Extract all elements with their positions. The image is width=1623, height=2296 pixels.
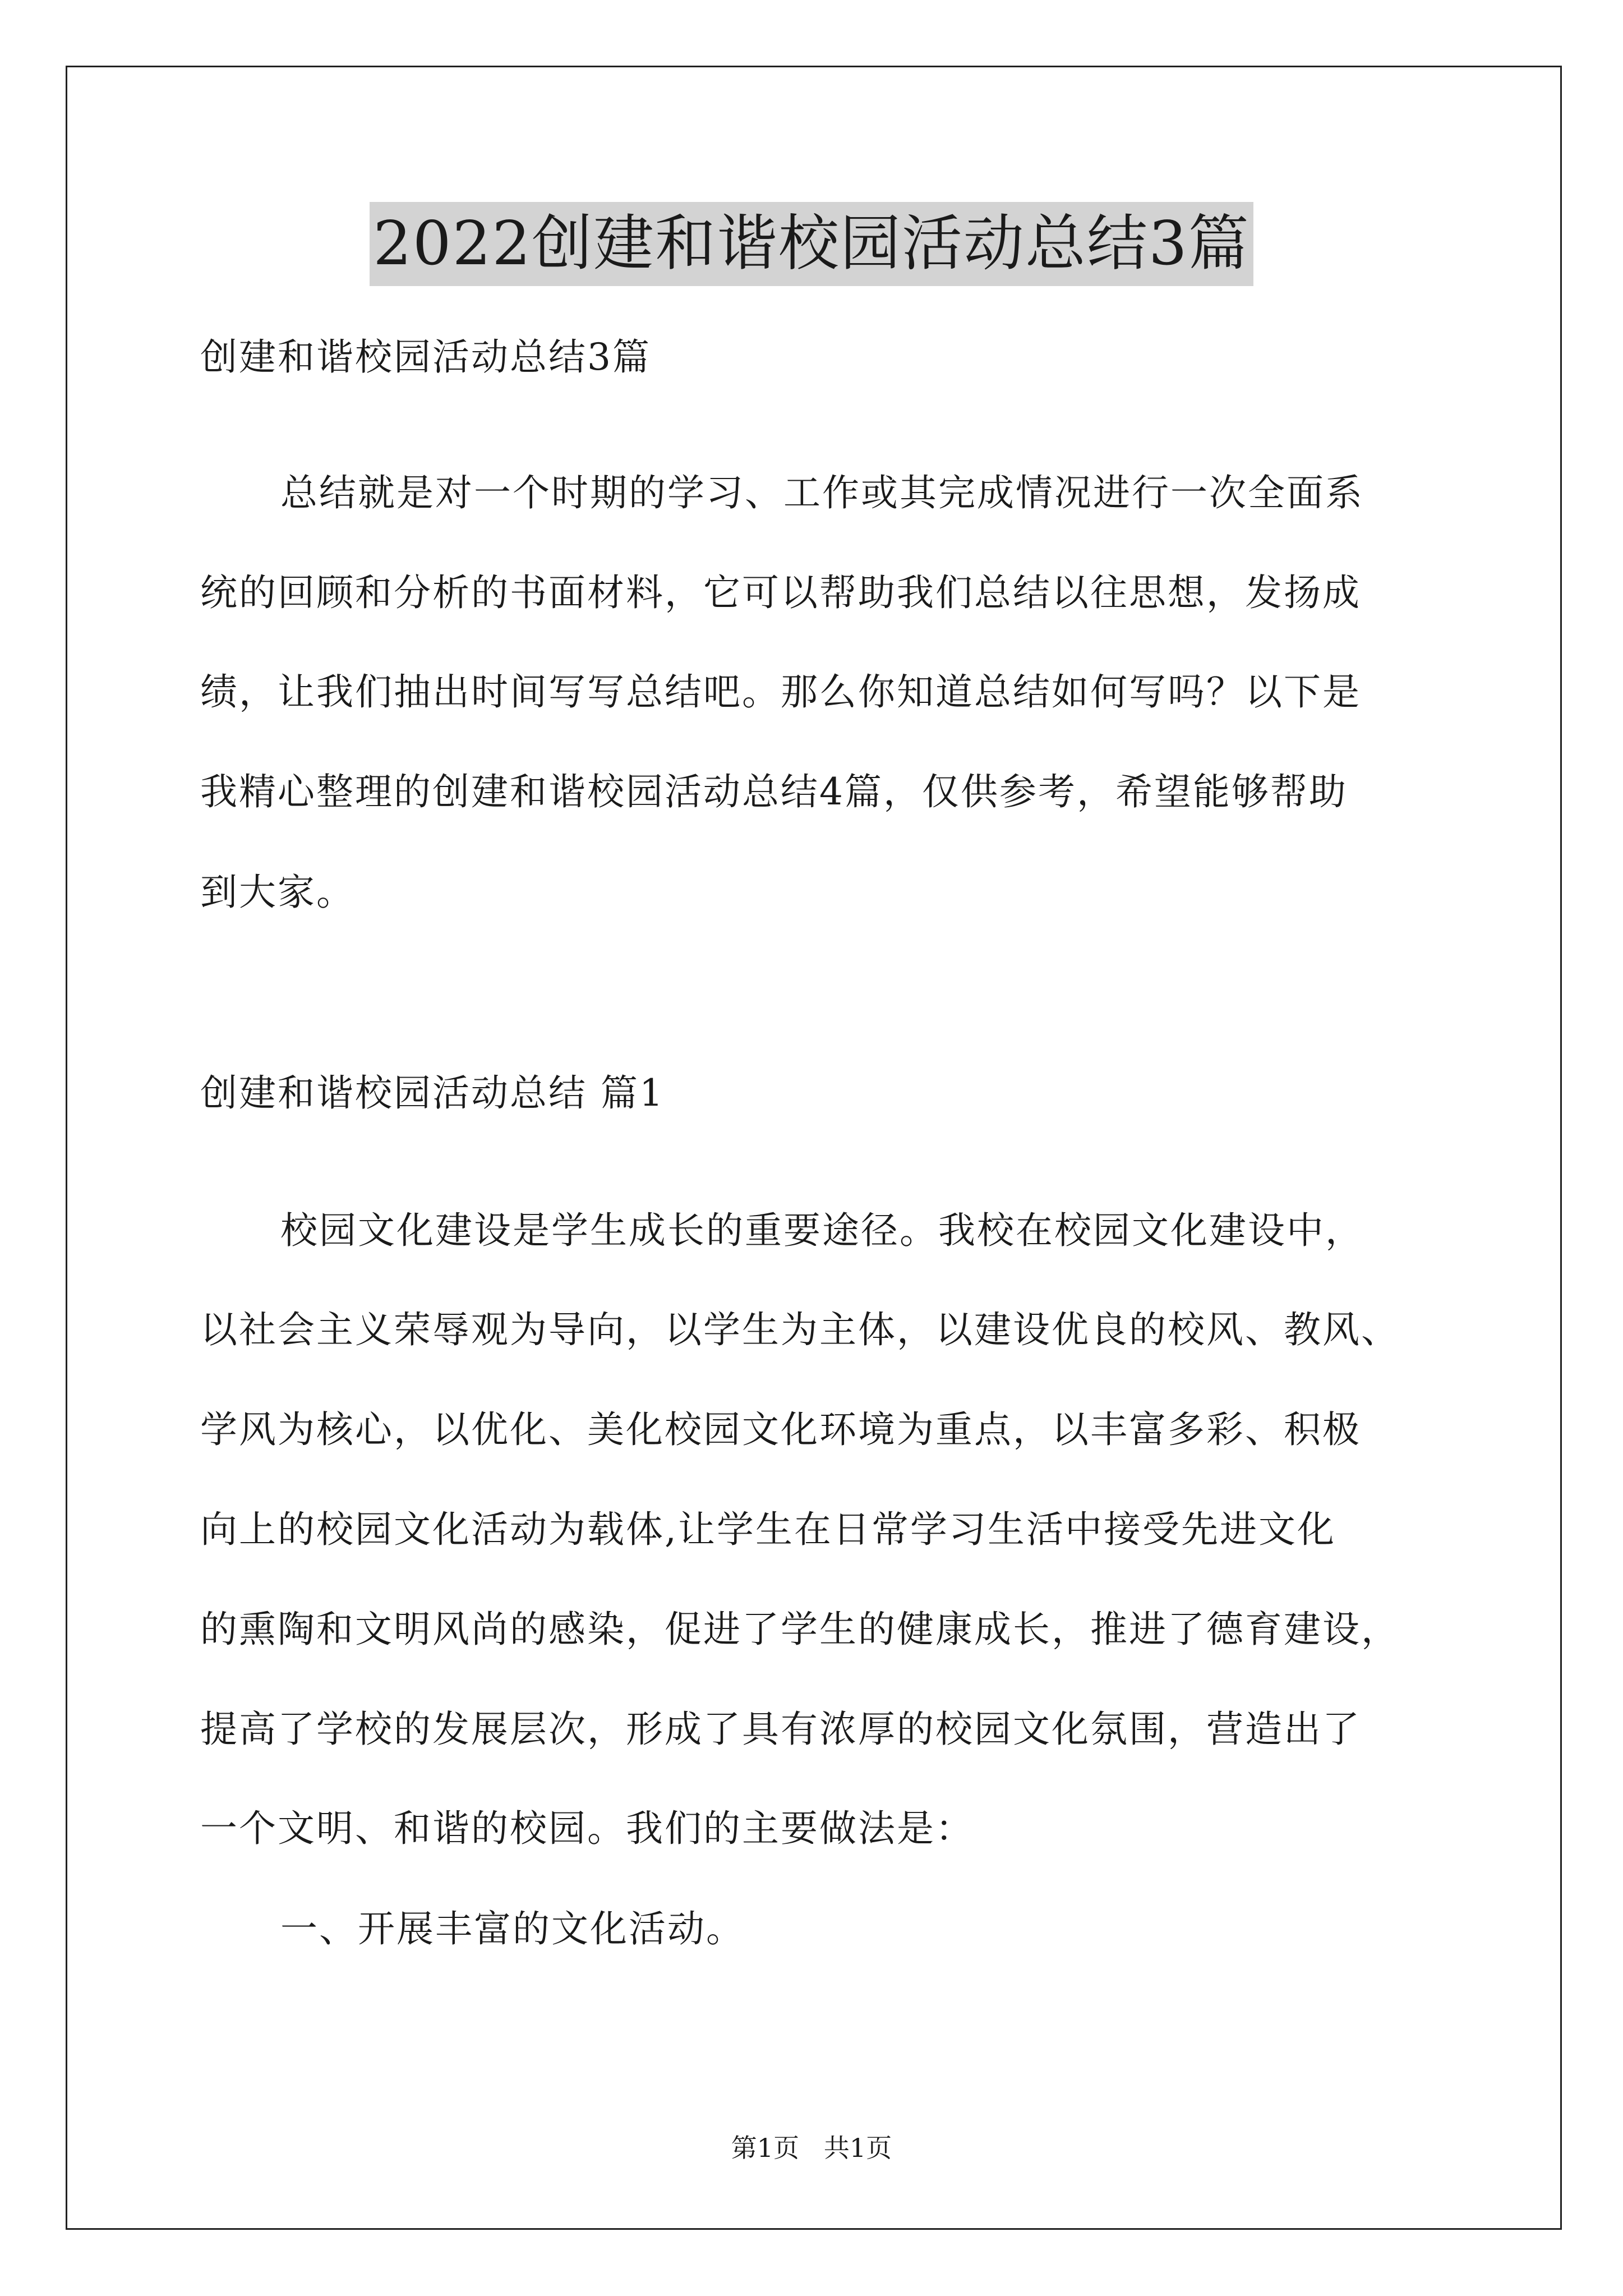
intro-line-5: 到大家。 [200, 871, 355, 914]
intro-line-4: 我精心整理的创建和谐校园活动总结4篇，仅供参考，希望能够帮助 [200, 770, 1348, 813]
intro-line-2: 统的回顾和分析的书面材料，它可以帮助我们总结以往思想，发扬成 [200, 571, 1361, 614]
section-1-line-5: 的熏陶和文明风尚的感染，促进了学生的健康成长，推进了德育建设， [200, 1608, 1400, 1651]
document-title: 2022创建和谐校园活动总结3篇 [370, 202, 1253, 286]
section-1-item-1: 一、开展丰富的文化活动。 [280, 1907, 745, 1950]
section-1-heading: 创建和谐校园活动总结 篇1 [200, 1071, 665, 1115]
document-subtitle: 创建和谐校园活动总结3篇 [200, 335, 651, 379]
section-1-line-4: 向上的校园文化活动为载体,让学生在日常学习生活中接受先进文化 [200, 1508, 1336, 1551]
title-container [0, 202, 1623, 286]
section-1-line-6: 提高了学校的发展层次，形成了具有浓厚的校园文化氛围，营造出了 [200, 1708, 1361, 1751]
section-1-line-1: 校园文化建设是学生成长的重要途径。我校在校园文化建设中， [280, 1209, 1364, 1252]
section-1-line-3: 学风为核心，以优化、美化校园文化环境为重点，以丰富多彩、积极 [200, 1408, 1361, 1451]
section-1-line-7: 一个文明、和谐的校园。我们的主要做法是： [200, 1807, 974, 1850]
intro-line-1: 总结就是对一个时期的学习、工作或其完成情况进行一次全面系 [280, 471, 1364, 514]
section-1-line-2: 以社会主义荣辱观为导向，以学生为主体，以建设优良的校风、教风、 [200, 1308, 1400, 1351]
page-footer: 第1页 共1页 [731, 2133, 892, 2163]
intro-line-3: 绩，让我们抽出时间写写总结吧。那么你知道总结如何写吗？以下是 [200, 670, 1361, 714]
